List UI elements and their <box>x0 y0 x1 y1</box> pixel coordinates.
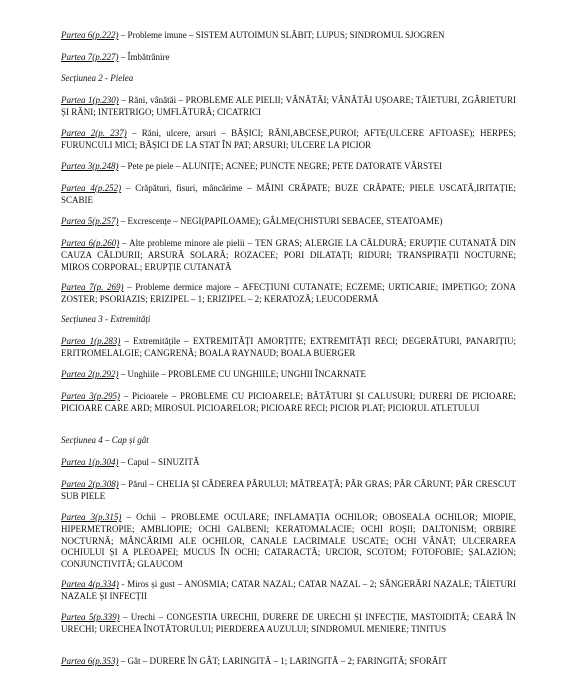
entry-link[interactable]: Partea 5(p.339) <box>61 612 120 622</box>
entry-link[interactable]: Partea 6(p.260) <box>61 238 120 248</box>
entry-link[interactable]: Partea 5(p.257) <box>61 216 119 226</box>
entry-link[interactable]: Partea 3(p.295) <box>61 391 120 401</box>
entry-text: – Răni, ulcere, arsuri – BĂȘICI; RĂNI,ABCESE,PUROI; AFTE(ULCERE AFTOASE); HERPES; FURUNCULI MICI; BĂȘICI DE LA STAT ÎN PAT; ARSURI; ULCERE LA PICIOR <box>61 128 516 150</box>
entry <box>61 216 516 228</box>
entry <box>61 128 516 152</box>
entry-text: – Capul – SINUZITĂ <box>118 457 200 467</box>
entry <box>61 479 516 503</box>
entry-link[interactable]: Partea 7(p.227) <box>61 52 119 62</box>
entry-text: – Extremitățile – EXTREMITĂȚI AMORȚITE; EXTREMITĂȚI RECI; DEGERĂTURI, PANARIȚIU; ERITROMELALGIE; CANGRENĂ; BOALA RAYNAUD; BOALA BUERGER <box>61 336 516 358</box>
entry-link[interactable]: Partea 3(p.248) <box>61 161 119 171</box>
entry-text: – Îmbătrânire <box>118 52 170 62</box>
entry <box>61 369 516 381</box>
entry <box>61 183 516 207</box>
entry-link[interactable]: Partea 6(p.353) <box>61 656 119 666</box>
entry <box>61 238 516 273</box>
entry-text: – Ochii – PROBLEME OCULARE; INFLAMAȚIA OCHILOR; OBOSEALA OCHILOR; MIOPIE, HIPERMETROPIE; AMBLIOPIE; OCHI GALBENI; KERATOMALACIE; OCHI ROȘII; DALTONISM; ORBIRE NOCTURNĂ; MÂNCĂRIMI ALE OCHILOR, CANALE LACRIMALE USCATE; OCHI VÂNĂT; ULCERAREA OCHIULUI ȘI A PLEOAPEI; MUCUS ÎN OCHI; CATARACTĂ; URCIOR, SCOTOM; FOTOFOBIE; ȘALAZION; CONJUNCTIVITĂ; GLAUCOM <box>61 512 516 570</box>
entry <box>61 612 516 636</box>
entry <box>61 336 516 360</box>
entry-text: – Pete pe piele – ALUNIȚE; ACNEE; PUNCTE NEGRE; PETE DATORATE VÂRSTEI <box>118 161 443 171</box>
entry <box>61 391 516 415</box>
entry-link[interactable]: Partea 1(p.304) <box>61 457 119 467</box>
entry <box>61 579 516 603</box>
entry-text: – Unghiile – PROBLEME CU UNGHIILE; UNGHII ÎNCARNATE <box>118 369 366 379</box>
entry-link[interactable]: Partea 1(p.230) <box>61 95 119 105</box>
entry-text: – Excrescențe – NEGI(PAPILOAME); GÂLME(CHISTURI SEBACEE, STEATOAME) <box>118 216 443 226</box>
entry-link[interactable]: Partea 2(p. 237) <box>61 128 127 138</box>
entry <box>61 30 516 42</box>
entry-link[interactable]: Partea 4(p.252) <box>61 183 122 193</box>
entry <box>61 282 516 306</box>
entry-text: – Crăpături, fisuri, mâncărime – MÂINI CRĂPATE; BUZE CRĂPATE; PIELE USCATĂ,IRITAȚIE; SCABIE <box>61 183 516 205</box>
section-heading: Secțiunea 4 – Cap și gât <box>61 435 149 445</box>
entry-link[interactable]: Partea 6(p.222) <box>61 30 119 40</box>
entry-link[interactable]: Partea 3(p.315) <box>61 512 122 522</box>
entry <box>61 512 516 571</box>
entry <box>61 457 516 469</box>
entry <box>61 161 516 173</box>
entry-link[interactable]: Partea 2(p.292) <box>61 369 119 379</box>
entry-link[interactable]: Partea 2(p.308) <box>61 479 119 489</box>
entry-link[interactable]: Partea 7(p. 269) <box>61 282 124 292</box>
entry-text: – Probleme imune – SISTEM AUTOIMUN SLĂBIT; LUPUS; SINDROMUL SJOGREN <box>118 30 445 40</box>
entry-text: – Gât – DURERE ÎN GÂT; LARINGITĂ – 1; LARINGITĂ – 2; FARINGITĂ; SFORĂIT <box>118 656 447 666</box>
section-heading: Secțiunea 2 - Pielea <box>61 73 134 83</box>
entry <box>61 95 516 119</box>
entry-text: – Alte probleme minore ale pielii – TEN GRAS; ALERGIE LA CĂLDURĂ; ERUPȚIE CUTANATĂ DIN CAUZA CĂLDURII; ARSURĂ SOLARĂ; ROZACEE; PORI DILATAȚI; RIDURI; TRANSPIRAȚII NOCTURNE; MIROS CORPORAL; ERUPȚIE CUTANATĂ <box>61 238 516 272</box>
entry <box>61 52 516 64</box>
entry-link[interactable]: Partea 1(p.283) <box>61 336 121 346</box>
entry-text: – Părul – CHELIA ȘI CĂDEREA PĂRULUI; MĂTREAȚĂ; PĂR GRAS; PĂR CĂRUNT; PĂR CRESCUT SUB PIELE <box>61 479 516 501</box>
entry-text: – Răni, vânătăi – PROBLEME ALE PIELII; VÂNĂTĂI; VÂNĂTĂI UȘOARE; TĂIETURI, ZGÂRIETURI ȘI RĂNI; INTERTRIGO; UMFLĂTURĂ; CICATRICI <box>61 95 516 117</box>
entry-text: – Probleme dermice majore – AFECȚIUNI CUTANATE; ECZEME; URTICARIE; IMPETIGO; ZONA ZOSTER; PSORIAZIS; ERIZIPEL – 1; ERIZIPEL – 2; KERATOZĂ; LEUCODERMĂ <box>61 282 516 304</box>
entry-text: – Urechi – CONGESTIA URECHII, DURERE DE URECHI ȘI INFECȚIE, MASTOIDITĂ; CEARĂ ÎN URECHI; URECHEA ÎNOTĂTORULUI; PIERDEREA AUZULUI; SINDROMUL MENIERE; TINITUS <box>61 612 516 634</box>
entry <box>61 656 516 668</box>
section-heading: Secțiunea 3 - Extremități <box>61 314 151 324</box>
entry-link[interactable]: Partea 4(p.334) <box>61 579 119 589</box>
entry-text: - Miros și gust – ANOSMIA; CATAR NAZAL; CATAR NAZAL – 2; SÂNGERĂRI NAZALE; TĂIETURI NAZALE ȘI INFECȚII <box>61 579 516 601</box>
entry-text: – Picioarele – PROBLEME CU PICIOARELE; BĂTĂTURI ȘI CALUSURI; DURERI DE PICIOARE; PICIOARE CARE ARD; MIROSUL PICIOARELOR; PICIOARE RECI; PICIOR PLAT; PICIORUL ATLETULUI <box>61 391 516 413</box>
